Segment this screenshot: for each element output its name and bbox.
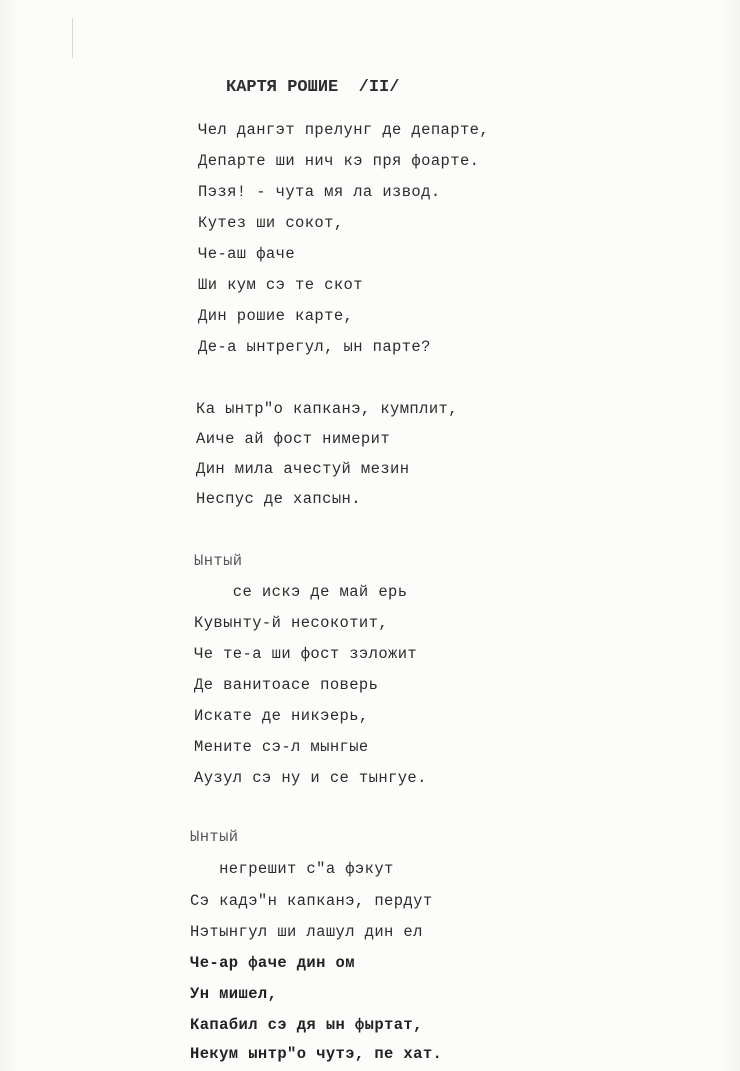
stanza-1-line-3: Пэзя! - чута мя ла извод. <box>198 183 441 201</box>
stanza-4-line-8: Некум ынтр"о чутэ, пе хат. <box>190 1045 443 1063</box>
stanza-1-line-7: Дин рошие карте, <box>198 307 354 325</box>
stanza-1-line-5: Че-аш фаче <box>198 245 296 263</box>
stanza-4-line-2: негрешит с"а фэкут <box>190 860 394 878</box>
stanza-3-line-3: Кувынту-й несокотит, <box>194 614 389 632</box>
stanza-2-line-1: Ка ынтр"о капканэ, кумплит, <box>196 400 458 418</box>
stanza-4-line-1: Ынтый <box>190 828 239 846</box>
stanza-4-line-4: Нэтынгул ши лашул дин ел <box>190 923 423 941</box>
stanza-3-line-4: Че те-а ши фост зэложит <box>194 645 418 663</box>
stanza-3-line-5: Де ванитоасе поверь <box>194 676 379 694</box>
stanza-1-line-6: Ши кум сэ те скот <box>198 276 363 294</box>
stanza-4-line-6: Ун мишел, <box>190 985 278 1003</box>
stanza-3-line-2: се искэ де май ерь <box>194 583 408 601</box>
stanza-2-line-3: Дин мила ачестуй мезин <box>196 460 410 478</box>
stanza-4-line-3: Сэ кадэ"н капканэ, пердут <box>190 892 433 910</box>
poem-title: КАРТЯ РОШИЕ /II/ <box>226 78 400 97</box>
scan-edge-mark <box>72 18 73 58</box>
stanza-3-line-1: Ынтый <box>194 552 243 570</box>
stanza-1-line-8: Де-а ынтрегул, ын парте? <box>198 338 431 356</box>
stanza-1-line-1: Чел дангэт прелунг де департе, <box>198 121 490 139</box>
stanza-2-line-4: Неспус де хапсын. <box>196 490 361 508</box>
stanza-4-line-7: Капабил сэ дя ын фыртат, <box>190 1016 423 1034</box>
stanza-2-line-2: Аиче ай фост нимерит <box>196 430 391 448</box>
stanza-1-line-2: Департе ши нич кэ пря фоарте. <box>198 152 480 170</box>
stanza-4-line-5: Че-ар фаче дин ом <box>190 954 355 972</box>
stanza-3-line-6: Искате де никэерь, <box>194 707 369 725</box>
stanza-1-line-4: Кутез ши сокот, <box>198 214 344 232</box>
stanza-3-line-8: Аузул сэ ну и се тынгуе. <box>194 769 427 787</box>
stanza-3-line-7: Мените сэ-л мынгые <box>194 738 369 756</box>
